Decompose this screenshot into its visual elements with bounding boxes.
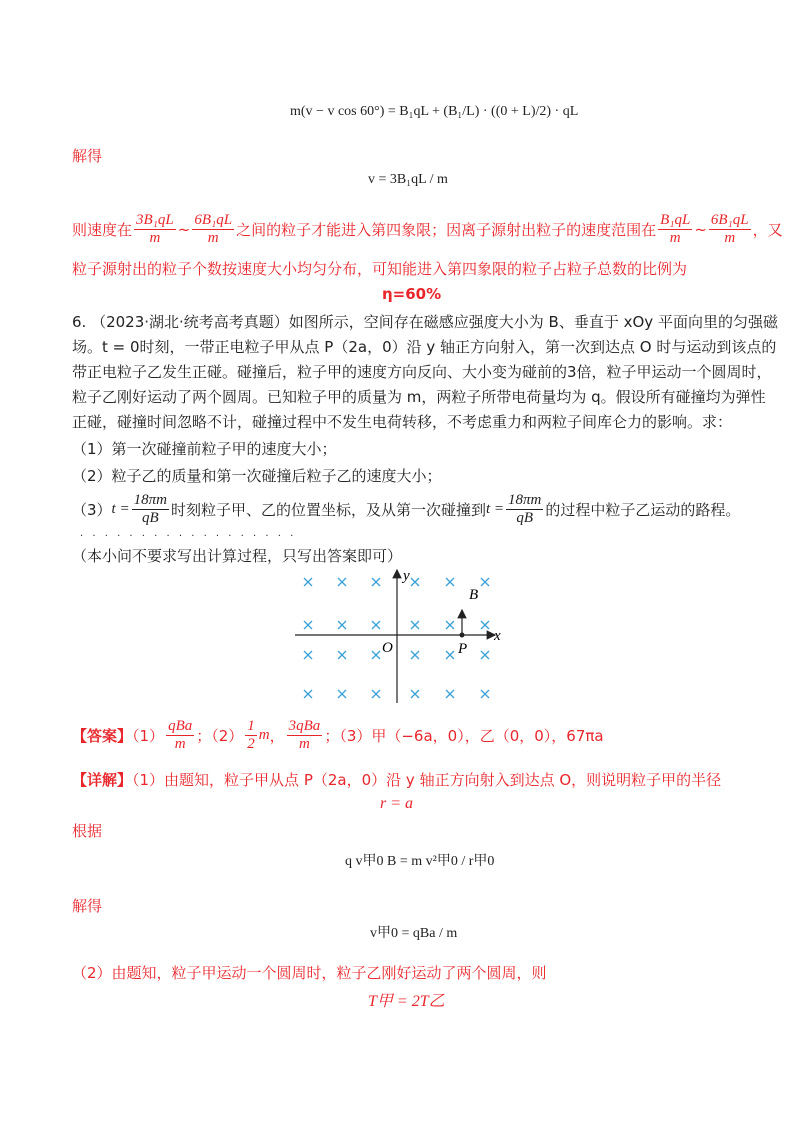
answer-fraction-3: $\frac{\text{3qBa}}{m}$ (288, 718, 321, 752)
field-cross (481, 690, 489, 698)
fraction-18pi-2: $\frac{18\pi m}{qB}$ (508, 492, 542, 526)
detail-line-1 (72, 769, 721, 790)
equation-v-jia: v甲0 = qBa / m (370, 926, 458, 941)
eta-value: η=60% (382, 285, 442, 303)
answer-sep: ， (269, 727, 285, 745)
question-6-line-1: 6. （2023·湖北·统考高考真题）如图所示，空间存在磁感应强度大小为 B、垂直于 xOy 平面向里的匀强磁 (72, 313, 778, 331)
fraction-6b: $\frac{\text{6B₁qL}}{m}$ (194, 212, 233, 246)
answer-part-3: ；（3）甲（−6a，0），乙（0，0），67πa (324, 727, 604, 745)
field-cross (446, 690, 454, 698)
jiede-label-2: 解得 (72, 897, 103, 915)
field-cross (338, 578, 346, 586)
note-line: （本小问不要求写出计算过程，只写出答案即可） (72, 547, 403, 565)
genju-label: 根据 (72, 822, 103, 840)
point-p-dot (460, 633, 465, 638)
equation-v: v = 3B₁qL / m (368, 172, 448, 187)
equation-period: T甲 = 2T乙 (368, 993, 445, 1010)
field-cross (411, 651, 419, 659)
magnetic-field-diagram (295, 568, 525, 708)
equation-force: q v甲0 B = m v²甲0 / r甲0 (345, 854, 495, 869)
question-6-line-5: 正碰，碰撞时间忽略不计，碰撞过程中不发生电荷转移，不考虑重力和两粒子间库仑力的影响。求： (72, 413, 733, 431)
question-6-line-3: 带正电粒子乙发生正碰。碰撞后，粒子甲的速度方向反向、大小变为碰前的3倍，粒子甲运动一个圆周时， (72, 363, 772, 381)
tilde-2: ~ (694, 220, 707, 239)
sub-question-3 (72, 492, 740, 527)
field-cross (338, 690, 346, 698)
s3-suffix: 的过程中粒子乙运动的路程。 (545, 501, 741, 519)
answer-part-2: ；（2） (196, 727, 244, 745)
field-cross (481, 578, 489, 586)
field-cross (372, 621, 380, 629)
fraction-3b: $\frac{\text{3B₁qL}}{m}$ (136, 212, 174, 246)
text-c: ，又 (752, 221, 783, 239)
origin-label: O (382, 640, 393, 656)
field-cross (372, 578, 380, 586)
field-cross (304, 690, 312, 698)
question-6-line-4: 粒子乙刚好运动了两个圆周。已知粒子甲的质量为 m，两粒子所带电荷量均为 q。假设所有碰撞均为弹性 (72, 388, 766, 406)
field-cross (372, 651, 380, 659)
x-axis-label: x (494, 628, 501, 644)
question-6-line-2: 场。t = 0时刻，一带正电粒子甲从点 P（2a，0）沿 y 轴正方向射入，第一次到达点 O 时与运动到该点的 (72, 338, 777, 356)
s3-t-1: t = (111, 501, 130, 517)
s3-prefix: （3） (72, 501, 112, 519)
fraction-18pi-1: $\frac{18\pi m}{qB}$ (133, 492, 167, 526)
y-axis-label: y (403, 568, 410, 584)
text-a: 则速度在 (72, 221, 133, 239)
field-cross (411, 621, 419, 629)
field-cross (304, 578, 312, 586)
answer-tag: 【答案】 (72, 727, 133, 745)
field-cross (481, 621, 489, 629)
field-cross (446, 578, 454, 586)
field-cross (338, 621, 346, 629)
answer-part-1: （1） (132, 727, 165, 745)
field-cross (481, 651, 489, 659)
fraction-6b-2: $\frac{\text{6B₁qL}}{m}$ (710, 212, 749, 246)
answer-fraction-1: $\frac{\text{qBa}}{m}$ (168, 718, 193, 752)
s3-t-2: t = (485, 501, 505, 517)
field-cross (411, 578, 419, 586)
fraction-b: $\frac{\text{B₁qL}}{m}$ (660, 212, 691, 246)
ratio-line: 粒子源射出的粒子个数按速度大小均匀分布，可知能进入第四象限的粒子占粒子总数的比例为 (72, 260, 688, 278)
answer-fraction-half: $\frac{1}{2}$ (247, 718, 255, 752)
tilde-1: ~ (177, 220, 191, 239)
equation-momentum: m(v − v cos 60°) = B₁qL + (B₁/L) · ((0 + L)/2) · qL (290, 104, 579, 119)
field-cross (446, 621, 454, 629)
detail-line-2: （2）由题知，粒子甲运动一个圆周时，粒子乙刚好运动了两个圆周，则 (72, 964, 547, 982)
text-b: 之间的粒子才能进入第四象限；因离子源射出粒子的速度范围在 (236, 221, 657, 239)
sub-question-1: （1）第一次碰撞前粒子甲的速度大小； (72, 440, 337, 458)
field-cross (372, 690, 380, 698)
point-p-label: P (458, 641, 468, 657)
emphasis-dots: · · · · · · · · · · · · · · · · · · (80, 531, 297, 542)
velocity-range-line (72, 212, 783, 247)
b-label: B (469, 587, 479, 603)
field-cross (304, 651, 312, 659)
detail-tag: 【详解】 (72, 771, 133, 789)
s3-middle: 时刻粒子甲、乙的位置坐标，及从第一次碰撞到 (170, 501, 486, 519)
answer-line (72, 718, 604, 753)
sub-question-2: （2）粒子乙的质量和第一次碰撞后粒子乙的速度大小； (72, 467, 442, 485)
field-cross (304, 621, 312, 629)
field-cross (338, 651, 346, 659)
field-cross (446, 651, 454, 659)
answer-m: m (258, 727, 270, 743)
field-cross (411, 690, 419, 698)
detail-text-1: （1）由题知，粒子甲从点 P（2a，0）沿 y 轴正方向射入到达点 O，则说明粒子甲的半径 (132, 771, 722, 789)
equation-r: r = a (380, 795, 414, 812)
jiede-label-1: 解得 (72, 147, 103, 165)
